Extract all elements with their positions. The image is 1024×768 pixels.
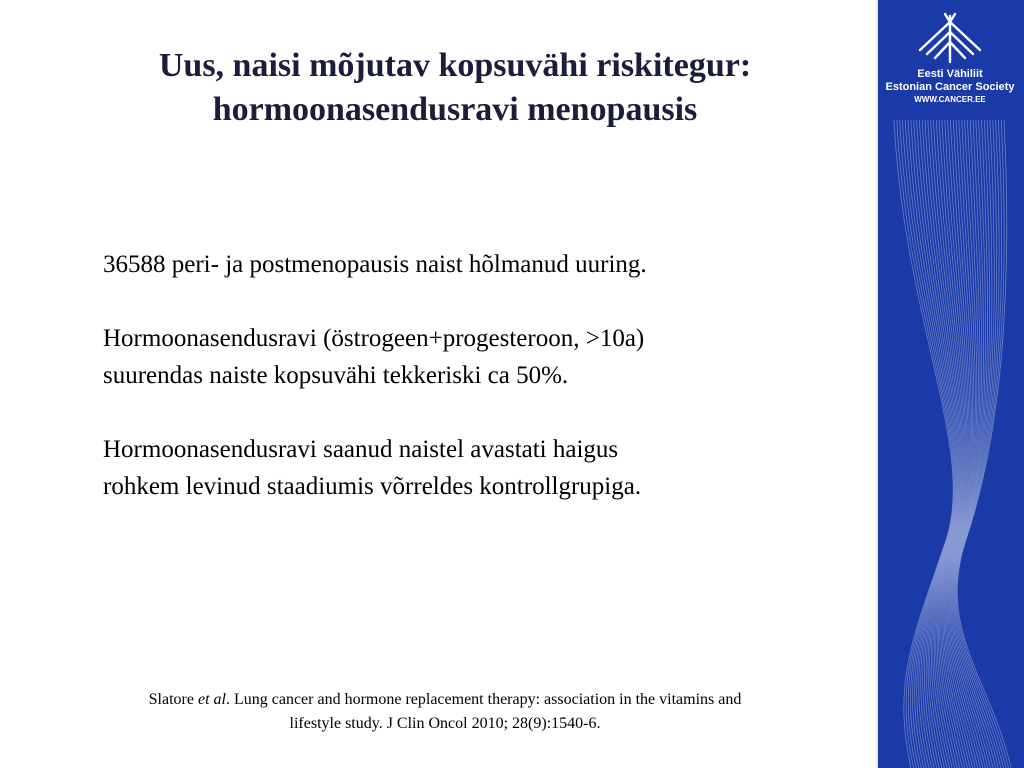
paragraph-line: suurendas naiste kopsuvähi tekkeriski ca 50%.	[103, 362, 569, 389]
slide-body	[103, 246, 823, 542]
paragraph-risk-increase	[103, 320, 823, 394]
citation-line-2: lifestyle study. J Clin Oncol 2010; 28(9):1540-6.	[289, 715, 601, 732]
citation-text: . Lung cancer and hormone replacement therapy: association in the vitamins and	[225, 691, 742, 708]
citation-author: Slatore	[148, 691, 198, 708]
paragraph-study-size	[103, 246, 823, 283]
cancer-society-logo-icon	[915, 10, 985, 68]
slide-title-line-2: hormoonasendusravi menopausis	[212, 91, 698, 128]
logo-line-1: Eesti Vähiliit	[917, 68, 983, 80]
logo-line-2: Estonian Cancer Society	[885, 81, 1015, 93]
slide-title-line-1: Uus, naisi mõjutav kopsuvähi riskitegur:	[158, 47, 752, 84]
paragraph-line: rohkem levinud staadiumis võrreldes kontrollgrupiga.	[103, 473, 642, 500]
paragraph-stage-finding	[103, 431, 823, 505]
slide-title	[40, 44, 870, 132]
decorative-wave-lines	[876, 120, 1024, 768]
logo-line-3: WWW.CANCER.EE	[914, 95, 986, 104]
paragraph-line: Hormoonasendusravi (östrogeen+progesteroon, >10a)	[103, 325, 645, 352]
citation-line-1	[50, 688, 840, 712]
citation-et-al: et al	[197, 691, 226, 708]
citation	[50, 688, 840, 736]
sidebar-panel	[876, 0, 1024, 768]
paragraph-line: 36588 peri- ja postmenopausis naist hõlmanud uuring.	[103, 251, 647, 278]
paragraph-line: Hormoonasendusravi saanud naistel avastati haigus	[103, 436, 619, 463]
organization-logo	[876, 10, 1024, 105]
